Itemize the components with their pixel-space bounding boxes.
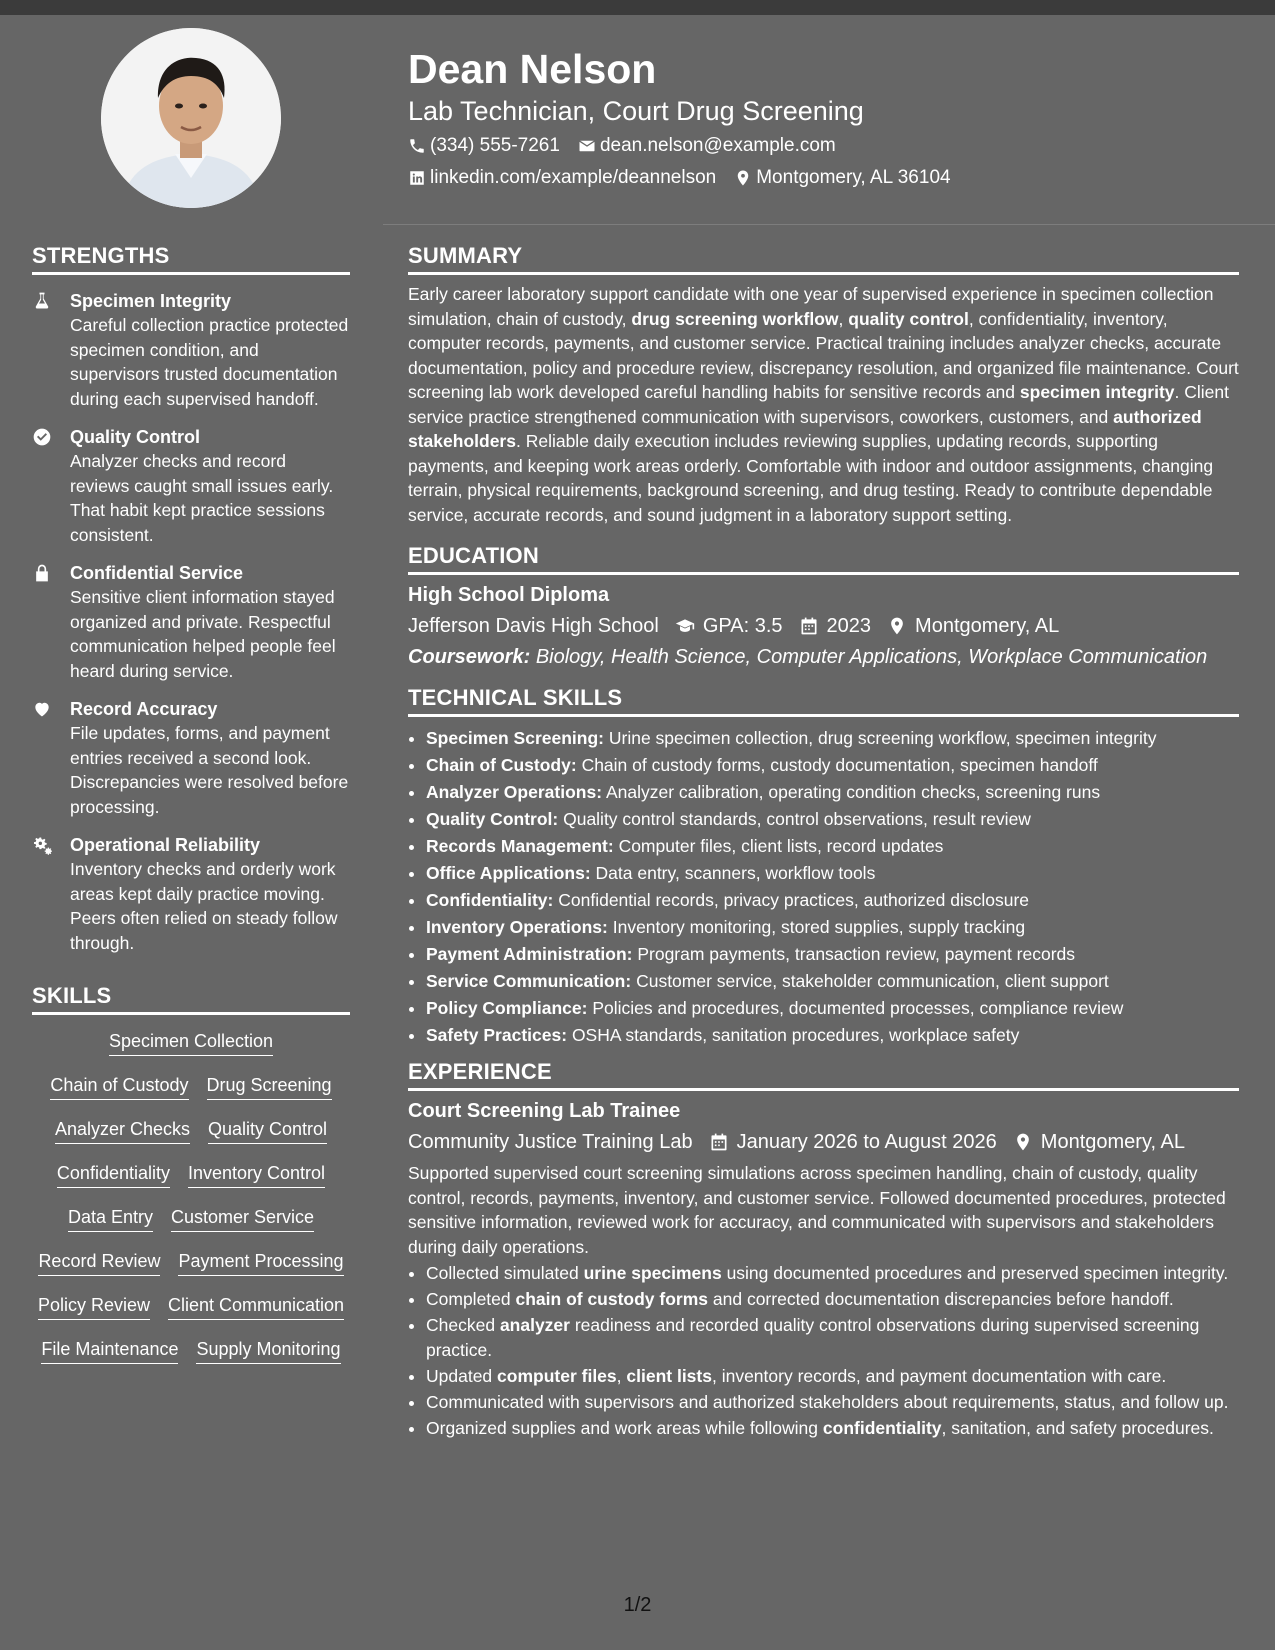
contact-row-1 [408, 134, 854, 158]
experience-bullet [426, 1261, 1239, 1286]
envelope-icon [578, 137, 596, 155]
top-bar [0, 0, 1275, 15]
bold-keyword: quality control [848, 308, 969, 329]
map-pin-icon [1013, 1132, 1033, 1152]
person-portrait-icon [101, 28, 281, 208]
skill-chip: Inventory Control [188, 1161, 325, 1188]
text-segment: Early career laboratory support candidate with one year of supervised experience in specimen collection simulation, chain of custody, [408, 284, 1214, 329]
technical-skill-item [426, 725, 1239, 752]
experience-bullet [426, 1390, 1239, 1415]
technical-skill-item [426, 887, 1239, 914]
skill-details: Urine specimen collection, drug screening workflow, specimen integrity [608, 728, 1157, 748]
skill-details: Inventory monitoring, stored supplies, supply tracking [612, 917, 1026, 937]
phone-icon [408, 137, 426, 155]
skill-chip: Confidentiality [57, 1161, 170, 1188]
skill-chip: Customer Service [171, 1205, 314, 1232]
candidate-name: Dean Nelson [408, 46, 657, 92]
education-gpa: GPA: 3.5 [702, 615, 783, 637]
skill-chip: Supply Monitoring [196, 1337, 340, 1364]
strengths-list [32, 289, 350, 955]
skill-details: Customer service, stakeholder communication, client support [636, 971, 1109, 991]
experience-location: Montgomery, AL [1040, 1131, 1185, 1153]
skill-chip: Specimen Collection [109, 1029, 273, 1056]
skill-chip: Payment Processing [178, 1249, 343, 1276]
phone-contact[interactable] [408, 134, 560, 158]
skill-category: Specimen Screening: [426, 728, 604, 748]
skill-category: Service Communication: [426, 971, 632, 991]
skill-chip: Policy Review [38, 1293, 150, 1320]
skill-details: Program payments, transaction review, payment records [637, 944, 1076, 964]
strength-title: Confidential Service [70, 563, 244, 583]
skill-category: Quality Control: [426, 809, 559, 829]
education-details [408, 612, 1239, 640]
coursework-label: Coursework: [408, 646, 531, 668]
skill-details: Confidential records, privacy practices, authorized disclosure [558, 890, 1030, 910]
job-title: Lab Technician, Court Drug Screening [408, 96, 864, 126]
bold-keyword: urine specimens [583, 1263, 722, 1283]
skill-category: Policy Compliance: [426, 998, 588, 1018]
skill-chip: Record Review [38, 1249, 160, 1276]
skill-category: Payment Administration: [426, 944, 633, 964]
text-segment: readiness and recorded quality control observations during supervised screening practice. [426, 1315, 1200, 1360]
summary-text [408, 282, 1239, 527]
text-segment: , inventory records, and payment documentation with care. [711, 1365, 1167, 1386]
technical-skill-item [426, 941, 1239, 968]
text-segment: Communicated with supervisors and authorized stakeholders about requirements, status, and follow up. [426, 1391, 1229, 1412]
text-segment: and corrected documentation discrepancies before handoff. [708, 1289, 1174, 1309]
map-pin-icon [887, 616, 907, 636]
technical-skills-list [408, 725, 1239, 1049]
text-segment: , confidentiality, inventory, computer records, payments, and customer service. Practical training includes analyzer checks, accurate documentation, policy and procedure review, discrepancy resolution, and organized file maintenance. Court screening lab work developed careful handling habits for sensitive records and [408, 308, 1239, 402]
strengths-heading: STRENGTHS [32, 243, 350, 275]
location-contact [734, 166, 950, 190]
experience-bullet [426, 1313, 1239, 1362]
experience-bullets [408, 1261, 1239, 1440]
technical-skill-item [426, 833, 1239, 860]
strength-item [32, 561, 350, 683]
technical-skill-item [426, 914, 1239, 941]
linkedin-contact[interactable] [408, 166, 716, 190]
gears-icon [32, 833, 56, 955]
bold-keyword: authorized stakeholders [408, 406, 1202, 451]
bold-keyword: client lists [626, 1365, 712, 1386]
text-segment: Organized supplies and work areas while following [426, 1417, 823, 1438]
technical-skill-item [426, 860, 1239, 887]
text-segment: . Reliable daily execution includes reviewing supplies, updating records, supporting payments, and keeping work areas orderly. Comfortable with indoor and outdoor assignments, changing terrain, physical requirements, background screening, and drug testing. Ready to contribute dependable service, accurate records, and sound judgment in a laboratory support setting. [408, 431, 1214, 525]
technical-skill-item [426, 968, 1239, 995]
education-year: 2023 [826, 615, 872, 637]
skill-category: Records Management: [426, 836, 614, 856]
text-segment: , [838, 308, 849, 329]
skill-category: Chain of Custody: [426, 755, 577, 775]
lock-icon [32, 561, 56, 683]
skill-details: Data entry, scanners, workflow tools [595, 863, 876, 883]
check-circle-icon [32, 425, 56, 547]
education-heading: EDUCATION [408, 543, 1239, 575]
skill-chip: Analyzer Checks [55, 1117, 190, 1144]
experience-org: Community Justice Training Lab [408, 1131, 693, 1153]
experience-bullet [426, 1364, 1239, 1389]
education-location: Montgomery, AL [915, 615, 1060, 637]
right-column [408, 243, 1239, 1442]
skill-chip: File Maintenance [41, 1337, 178, 1364]
strength-item [32, 697, 350, 819]
skill-chip: Chain of Custody [50, 1073, 188, 1100]
strength-description: Inventory checks and orderly work areas kept daily practice moving. Peers often relied on steady follow through. [70, 859, 338, 953]
bold-keyword: chain of custody forms [515, 1289, 709, 1309]
bold-keyword: drug screening workflow [631, 308, 839, 329]
experience-description: Supported supervised court screening simulations across specimen handling, chain of custody, quality control, records, payments, inventory, and customer service. Followed documented procedures, protected sensitive information, reviewed work for accuracy, and communicated with supervisors and stakeholders during daily operations. [408, 1163, 1226, 1257]
experience-dates: January 2026 to August 2026 [736, 1131, 997, 1153]
text-segment: . Client service practice strengthened communication with supervisors, coworkers, customers, and [408, 382, 1229, 427]
skill-category: Confidentiality: [426, 890, 554, 910]
left-column [32, 243, 350, 1364]
education-degree: High School Diploma [408, 584, 610, 606]
bold-keyword: analyzer [499, 1315, 570, 1335]
location-text: Montgomery, AL 36104 [756, 167, 951, 188]
coursework-text: Biology, Health Science, Computer Applications, Workplace Communication [535, 646, 1208, 668]
experience-bullet [426, 1287, 1239, 1312]
summary-heading: SUMMARY [408, 243, 1239, 275]
strength-description: Analyzer checks and record reviews caught small issues early. That habit kept practice sessions consistent. [70, 451, 334, 545]
strength-description: Sensitive client information stayed organized and private. Respectful communication helped people feel heard during service. [70, 587, 336, 681]
skill-details: Policies and procedures, documented processes, compliance review [592, 998, 1124, 1018]
education-coursework [408, 643, 1239, 671]
email-text: dean.nelson@example.com [599, 135, 836, 156]
technical-skill-item [426, 779, 1239, 806]
calendar-icon [709, 1132, 729, 1152]
experience-heading: EXPERIENCE [408, 1059, 1239, 1091]
skill-category: Office Applications: [426, 863, 591, 883]
technical-skill-item [426, 752, 1239, 779]
education-school: Jefferson Davis High School [408, 615, 659, 637]
contact-row-2 [408, 166, 969, 190]
graduation-cap-icon [675, 616, 695, 636]
linkedin-icon [408, 169, 426, 187]
header-divider [383, 224, 1275, 225]
heart-icon [32, 697, 56, 819]
skills-heading: SKILLS [32, 983, 350, 1015]
skill-chip: Data Entry [68, 1205, 153, 1232]
flask-icon [32, 289, 56, 411]
skill-category: Inventory Operations: [426, 917, 608, 937]
skill-chip: Drug Screening [207, 1073, 332, 1100]
text-segment: Completed [426, 1289, 516, 1309]
technical-skill-item [426, 995, 1239, 1022]
page-number: 1/2 [623, 1594, 652, 1616]
strength-description: Careful collection practice protected specimen condition, and supervisors trusted documentation during each supervised handoff. [70, 315, 349, 409]
skill-details: Quality control standards, control observations, result review [563, 809, 1031, 829]
skill-details: Computer files, client lists, record updates [618, 836, 944, 856]
text-segment: using documented procedures and preserved specimen integrity. [721, 1263, 1229, 1283]
strength-title: Quality Control [70, 427, 200, 447]
skill-details: Analyzer calibration, operating condition checks, screening runs [605, 782, 1101, 802]
email-contact[interactable] [578, 134, 836, 158]
skill-details: Chain of custody forms, custody documentation, specimen handoff [581, 755, 1098, 775]
bold-keyword: confidentiality [822, 1417, 942, 1438]
text-segment: Collected simulated [426, 1263, 584, 1283]
experience-details [408, 1128, 1239, 1156]
map-pin-icon [734, 169, 752, 187]
technical-skill-item [426, 806, 1239, 833]
strength-item [32, 833, 350, 955]
skill-category: Safety Practices: [426, 1025, 568, 1045]
phone-text: (334) 555-7261 [430, 135, 560, 156]
technical-skill-item [426, 1022, 1239, 1049]
strength-item [32, 425, 350, 547]
experience-bullet [426, 1416, 1239, 1441]
strength-item [32, 289, 350, 411]
profile-photo [101, 28, 281, 208]
skills-list [32, 1029, 350, 1364]
strength-description: File updates, forms, and payment entries received a second look. Discrepancies were resolved before processing. [70, 723, 349, 817]
text-segment: , sanitation, and safety procedures. [941, 1417, 1214, 1438]
strength-title: Record Accuracy [70, 699, 218, 719]
skill-chip: Client Communication [168, 1293, 344, 1320]
bold-keyword: computer files [497, 1365, 617, 1386]
skill-chip: Quality Control [208, 1117, 327, 1144]
strength-title: Operational Reliability [70, 835, 261, 855]
text-segment: Updated [426, 1365, 498, 1386]
skill-details: OSHA standards, sanitation procedures, workplace safety [571, 1025, 1020, 1045]
bold-keyword: specimen integrity [1019, 382, 1175, 402]
experience-role: Court Screening Lab Trainee [408, 1100, 681, 1122]
technical-skills-heading: TECHNICAL SKILLS [408, 685, 1239, 717]
calendar-icon [799, 616, 819, 636]
text-segment: , [616, 1365, 627, 1386]
strength-title: Specimen Integrity [70, 291, 232, 311]
linkedin-text: linkedin.com/example/deannelson [430, 167, 717, 188]
skill-category: Analyzer Operations: [426, 782, 603, 802]
text-segment: Checked [426, 1315, 500, 1335]
